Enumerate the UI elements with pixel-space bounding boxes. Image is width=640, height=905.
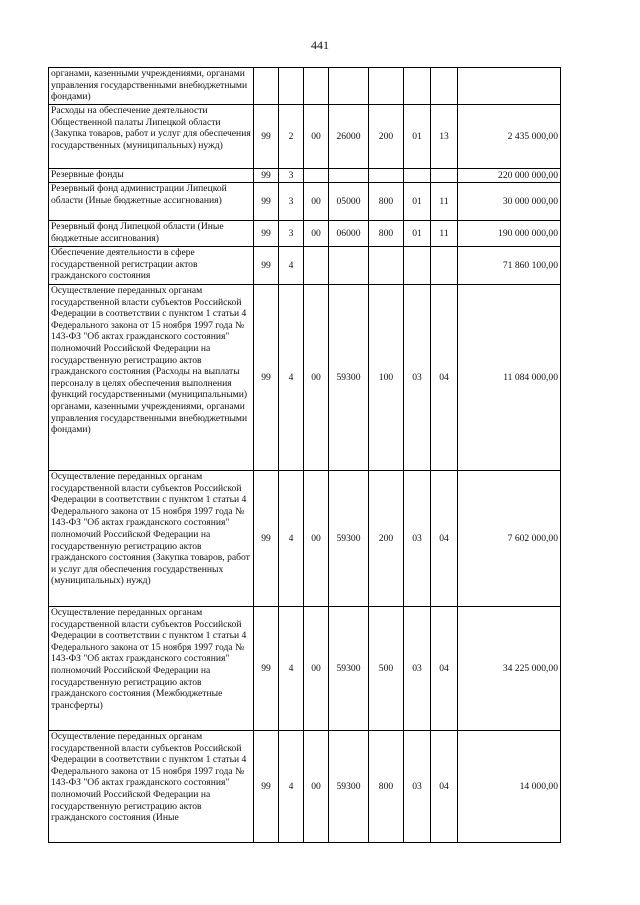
table-row [49,607,561,731]
amount: 11 084 000,00 [458,285,561,471]
program-code [254,68,279,105]
subsection-code: 11 [431,183,458,221]
expense-type-code: 500 [369,607,404,731]
subsection-code: 13 [431,105,458,169]
table-row [49,183,561,221]
row-description: Осуществление переданных органам государственной власти субъектов Российской Федерации в соответствии с пунктом 1 статьи 4 Федерального закона от 15 ноября 1997 года № 143-ФЗ "Об актах гражданского состояния" полномочий Российской Федерации на государственную регистрацию актов гражданского состояния (Иные [49,731,254,843]
subsection-code: 04 [431,285,458,471]
row-description: органами, казенными учреждениями, органами управления государственными внебюджетными фондами) [49,68,254,105]
subsection-code: 04 [431,607,458,731]
expense-type-code: 100 [369,285,404,471]
row-description: Обеспечение деятельности в сфере государственной регистрации актов гражданского состояния [49,247,254,285]
expense-type-code: 200 [369,471,404,607]
subsection-code [431,169,458,183]
program-code: 99 [254,607,279,731]
direction-code: 06000 [329,221,369,247]
amount: 7 602 000,00 [458,471,561,607]
row-description: Резервный фонд администрации Липецкой области (Иные бюджетные ассигнования) [49,183,254,221]
direction-code: 59300 [329,731,369,843]
amount: 71 860 100,00 [458,247,561,285]
section-code [404,169,431,183]
row-description: Резервный фонд Липецкой области (Иные бюджетные ассигнования) [49,221,254,247]
page-number: 441 [311,38,329,52]
main-activity-code: 00 [304,731,329,843]
direction-code: 59300 [329,471,369,607]
amount: 34 225 000,00 [458,607,561,731]
section-code: 03 [404,607,431,731]
expense-type-code: 800 [369,183,404,221]
expense-type-code: 200 [369,105,404,169]
expense-type-code: 800 [369,731,404,843]
row-description: Расходы на обеспечение деятельности Общественной палаты Липецкой области (Закупка товаров, работ и услуг для обеспечения государственных (муниципальных) нужд) [49,105,254,169]
program-code: 99 [254,169,279,183]
section-code: 03 [404,471,431,607]
main-activity-code: 00 [304,105,329,169]
expense-type-code: 800 [369,221,404,247]
budget-table [48,67,561,843]
main-activity-code [304,169,329,183]
direction-code [329,169,369,183]
program-code: 99 [254,105,279,169]
subprogram-code: 4 [279,731,304,843]
expense-type-code [369,169,404,183]
subprogram-code: 3 [279,221,304,247]
table-row [49,105,561,169]
subsection-code: 11 [431,221,458,247]
section-code: 01 [404,221,431,247]
amount: 220 000 000,00 [458,169,561,183]
amount: 2 435 000,00 [458,105,561,169]
amount: 30 000 000,00 [458,183,561,221]
main-activity-code: 00 [304,607,329,731]
program-code: 99 [254,247,279,285]
amount: 14 000,00 [458,731,561,843]
program-code: 99 [254,285,279,471]
section-code: 03 [404,731,431,843]
table-row [49,247,561,285]
subprogram-code [279,68,304,105]
subprogram-code: 4 [279,285,304,471]
table-row [49,471,561,607]
row-description: Осуществление переданных органам государственной власти субъектов Российской Федерации в соответствии с пунктом 1 статьи 4 Федерального закона от 15 ноября 1997 года № 143-ФЗ "Об актах гражданского состояния" полномочий Российской Федерации на государственную регистрацию актов гражданского состояния (Межбюджетные трансферты) [49,607,254,731]
program-code: 99 [254,183,279,221]
expense-type-code [369,68,404,105]
subprogram-code: 2 [279,105,304,169]
section-code: 01 [404,105,431,169]
table-row [49,221,561,247]
program-code: 99 [254,471,279,607]
main-activity-code [304,247,329,285]
expense-type-code [369,247,404,285]
main-activity-code: 00 [304,285,329,471]
direction-code [329,247,369,285]
subprogram-code: 3 [279,169,304,183]
table-row [49,169,561,183]
subprogram-code: 4 [279,607,304,731]
subprogram-code: 4 [279,471,304,607]
row-description: Осуществление переданных органам государственной власти субъектов Российской Федерации в соответствии с пунктом 1 статьи 4 Федерального закона от 15 ноября 1997 года № 143-ФЗ "Об актах гражданского состояния" полномочий Российской Федерации на государственную регистрацию актов гражданского состояния (Расходы на выплаты персоналу в целях обеспечения выполнения функций государственными (муниципальными) органами, казенными учреждениями, органами управления государственными внебюджетными фондами) [49,285,254,471]
subsection-code [431,68,458,105]
section-code: 03 [404,285,431,471]
program-code: 99 [254,221,279,247]
subsection-code: 04 [431,731,458,843]
subprogram-code: 4 [279,247,304,285]
subsection-code: 04 [431,471,458,607]
main-activity-code: 00 [304,471,329,607]
row-description: Осуществление переданных органам государственной власти субъектов Российской Федерации в соответствии с пунктом 1 статьи 4 Федерального закона от 15 ноября 1997 года № 143-ФЗ "Об актах гражданского состояния" полномочий Российской Федерации на государственную регистрацию актов гражданского состояния (Закупка товаров, работ и услуг для обеспечения государственных (муниципальных) нужд) [49,471,254,607]
direction-code: 59300 [329,285,369,471]
table-row [49,68,561,105]
table-row [49,731,561,843]
amount [458,68,561,105]
table-row [49,285,561,471]
row-description: Резервные фонды [49,169,254,183]
main-activity-code: 00 [304,221,329,247]
amount: 190 000 000,00 [458,221,561,247]
direction-code [329,68,369,105]
direction-code: 05000 [329,183,369,221]
direction-code: 26000 [329,105,369,169]
subprogram-code: 3 [279,183,304,221]
direction-code: 59300 [329,607,369,731]
section-code [404,68,431,105]
section-code [404,247,431,285]
subsection-code [431,247,458,285]
main-activity-code [304,68,329,105]
program-code: 99 [254,731,279,843]
section-code: 01 [404,183,431,221]
main-activity-code: 00 [304,183,329,221]
